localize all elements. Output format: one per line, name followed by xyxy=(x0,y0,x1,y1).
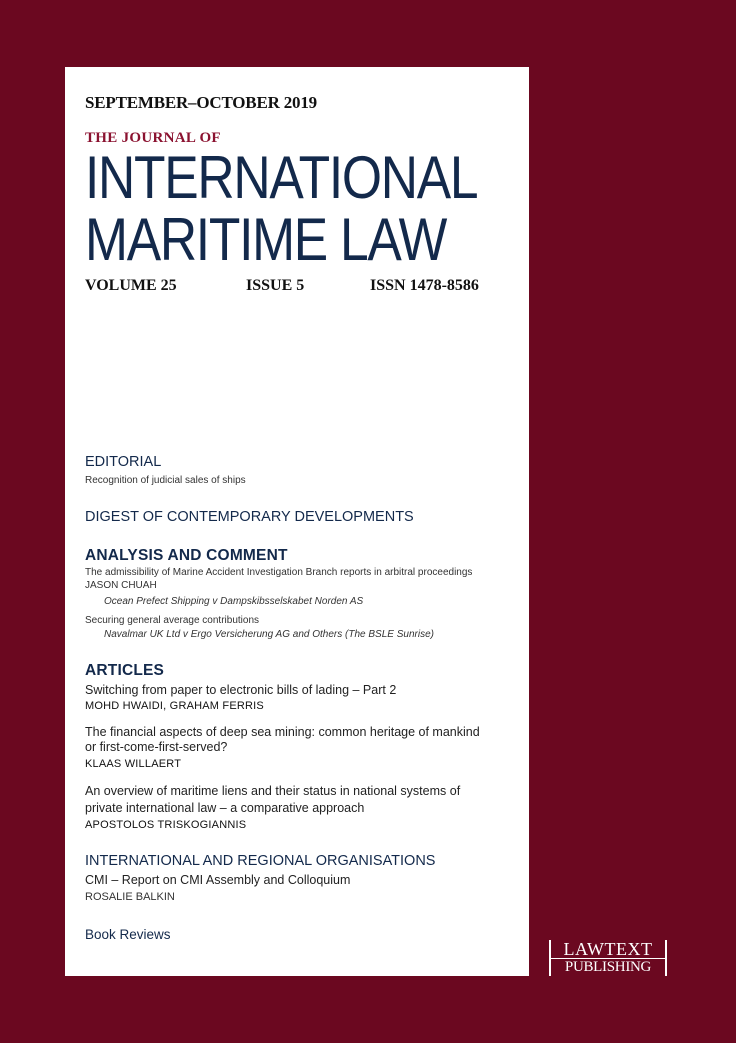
articles-heading: ARTICLES xyxy=(85,662,165,679)
analysis-item-1-author: JASON CHUAH xyxy=(85,580,157,591)
issue-number: ISSUE 5 xyxy=(246,277,305,294)
analysis-item-1-case: Ocean Prefect Shipping v Dampskibsselskabet Norden AS xyxy=(104,596,364,607)
publisher-logo-line-2: PUBLISHING xyxy=(551,958,665,975)
editorial-item: Recognition of judicial sales of ships xyxy=(85,475,246,486)
publisher-logo xyxy=(549,940,667,976)
analysis-item-1-title: The admissibility of Marine Accident Investigation Branch reports in arbitral proceedings xyxy=(85,567,473,578)
journal-title-line-2: MARITIME LAW xyxy=(85,206,447,273)
article-2-author: KLAAS WILLAERT xyxy=(85,758,182,770)
organisations-item: CMI – Report on CMI Assembly and Colloquium xyxy=(85,873,351,887)
volume-number: VOLUME 25 xyxy=(85,277,177,294)
analysis-item-2-case: Navalmar UK Ltd v Ergo Versicherung AG and Others (The BSLE Sunrise) xyxy=(104,629,434,640)
issue-date: SEPTEMBER–OCTOBER 2019 xyxy=(85,93,317,112)
cover-panel xyxy=(65,67,529,976)
article-2-title-line-1: The financial aspects of deep sea mining: common heritage of mankind xyxy=(85,725,480,739)
book-reviews-heading: Book Reviews xyxy=(85,927,171,942)
organisations-heading: INTERNATIONAL AND REGIONAL ORGANISATIONS xyxy=(85,853,436,869)
article-3-author: APOSTOLOS TRISKOGIANNIS xyxy=(85,819,247,831)
journal-of-label: THE JOURNAL OF xyxy=(85,130,221,146)
article-1-title: Switching from paper to electronic bills of lading – Part 2 xyxy=(85,683,397,697)
article-3-title-line-2: private international law – a comparative approach xyxy=(85,801,365,815)
organisations-author: ROSALIE BALKIN xyxy=(85,891,175,903)
digest-heading: DIGEST OF CONTEMPORARY DEVELOPMENTS xyxy=(85,509,414,525)
article-1-authors: MOHD HWAIDI, GRAHAM FERRIS xyxy=(85,700,264,712)
analysis-heading: ANALYSIS AND COMMENT xyxy=(85,547,288,564)
publisher-logo-line-1: LAWTEXT xyxy=(563,939,653,959)
article-2-title-line-2: or first-come-first-served? xyxy=(85,740,228,754)
issn-number: ISSN 1478-8586 xyxy=(370,277,479,294)
editorial-heading: EDITORIAL xyxy=(85,454,162,470)
analysis-item-2-title: Securing general average contributions xyxy=(85,615,259,626)
article-3-title-line-1: An overview of maritime liens and their status in national systems of xyxy=(85,784,461,798)
journal-title-line-1: INTERNATIONAL xyxy=(85,144,478,211)
